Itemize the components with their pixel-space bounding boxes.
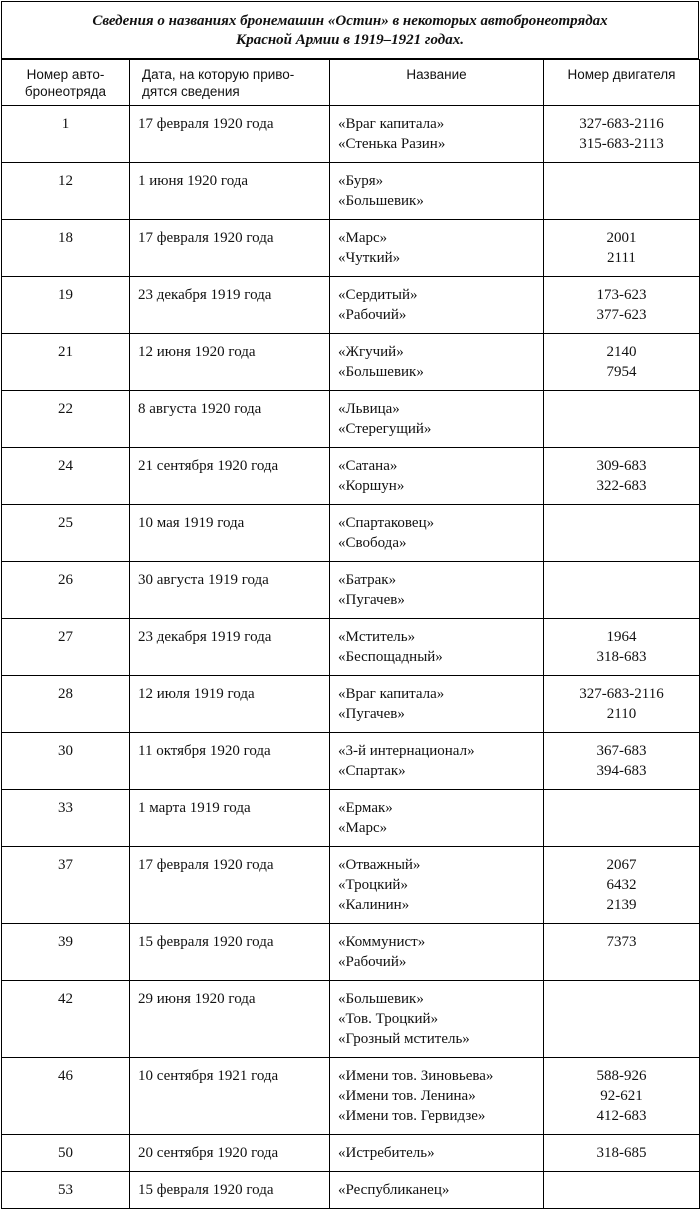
- date-cell: 30 августа 1919 года: [130, 562, 330, 619]
- engine-number: 2001: [606, 230, 637, 246]
- header-engine-number: Номер двигателя: [544, 60, 700, 106]
- vehicle-name: «Стенька Разин»: [338, 136, 446, 152]
- vehicle-name: «Большевик»: [338, 193, 424, 209]
- armored-cars-table: [1, 59, 700, 1209]
- date-cell: 8 августа 1920 года: [130, 391, 330, 448]
- vehicle-names-cell: [330, 981, 544, 1058]
- vehicle-names-cell: [330, 277, 544, 334]
- engine-numbers-cell: [544, 277, 700, 334]
- unit-number-cell: 19: [2, 277, 130, 334]
- vehicle-names-cell: [330, 619, 544, 676]
- date-cell: 1 марта 1919 года: [130, 790, 330, 847]
- engine-number: 322-683: [596, 478, 647, 494]
- engine-number: 588-926: [596, 1068, 647, 1084]
- date-cell: 12 июля 1919 года: [130, 676, 330, 733]
- engine-numbers-cell: [544, 1058, 700, 1135]
- header-date: Дата, на которую приво- дятся сведения: [130, 60, 330, 106]
- vehicle-name: «Коммунист»: [338, 934, 426, 950]
- engine-number: 2067: [606, 857, 637, 873]
- vehicle-name: «Спартаковец»: [338, 515, 435, 531]
- table-row: [2, 277, 700, 334]
- date-cell: 17 февраля 1920 года: [130, 106, 330, 163]
- vehicle-names-cell: [330, 448, 544, 505]
- engine-number: 315-683-2113: [579, 136, 664, 152]
- vehicle-names-cell: [330, 220, 544, 277]
- unit-number-cell: 26: [2, 562, 130, 619]
- table-row: [2, 924, 700, 981]
- date-cell: 23 декабря 1919 года: [130, 619, 330, 676]
- engine-number: 2111: [607, 250, 636, 266]
- engine-numbers-cell: [544, 334, 700, 391]
- vehicle-name: «Львица»: [338, 401, 400, 417]
- vehicle-name: «Марс»: [338, 230, 388, 246]
- vehicle-names-cell: [330, 163, 544, 220]
- table-row: [2, 562, 700, 619]
- engine-number: 367-683: [596, 743, 647, 759]
- table-row: [2, 1172, 700, 1209]
- unit-number-cell: 28: [2, 676, 130, 733]
- vehicle-name: «Троцкий»: [338, 877, 408, 893]
- vehicle-name: «Пугачев»: [338, 592, 405, 608]
- header-unit-number: Номер авто- бронеотряда: [2, 60, 130, 106]
- vehicle-names-cell: [330, 106, 544, 163]
- vehicle-name: «Грозный мститель»: [338, 1031, 470, 1047]
- table-row: [2, 448, 700, 505]
- engine-number: 1964: [606, 629, 637, 645]
- engine-numbers-cell: [544, 924, 700, 981]
- vehicle-name: «Враг капитала»: [338, 686, 445, 702]
- engine-numbers-cell: [544, 847, 700, 924]
- engine-number: 92-621: [600, 1088, 643, 1104]
- unit-number-cell: 33: [2, 790, 130, 847]
- date-cell: 15 февраля 1920 года: [130, 924, 330, 981]
- vehicle-name: «Сатана»: [338, 458, 398, 474]
- engine-numbers-cell: [544, 505, 700, 562]
- vehicle-name: «Имени тов. Ленина»: [338, 1088, 476, 1104]
- engine-number: 173-623: [596, 287, 647, 303]
- engine-numbers-cell: [544, 790, 700, 847]
- vehicle-names-cell: [330, 790, 544, 847]
- engine-number: 318-683: [596, 649, 647, 665]
- vehicle-name: «Марс»: [338, 820, 388, 836]
- engine-numbers-cell: [544, 676, 700, 733]
- vehicle-names-cell: [330, 334, 544, 391]
- unit-number-cell: 42: [2, 981, 130, 1058]
- vehicle-name: «Коршун»: [338, 478, 405, 494]
- unit-number-cell: 50: [2, 1135, 130, 1172]
- vehicle-name: «Истребитель»: [338, 1145, 435, 1161]
- vehicle-name: «Мститель»: [338, 629, 416, 645]
- vehicle-names-cell: [330, 924, 544, 981]
- table-row: [2, 619, 700, 676]
- engine-number: 309-683: [596, 458, 647, 474]
- date-cell: 20 сентября 1920 года: [130, 1135, 330, 1172]
- engine-numbers-cell: [544, 163, 700, 220]
- unit-number-cell: 39: [2, 924, 130, 981]
- vehicle-name: «Свобода»: [338, 535, 407, 551]
- engine-number: 2140: [606, 344, 637, 360]
- vehicle-name: «Большевик»: [338, 991, 424, 1007]
- vehicle-name: «Чуткий»: [338, 250, 401, 266]
- vehicle-names-cell: [330, 676, 544, 733]
- engine-numbers-cell: [544, 733, 700, 790]
- vehicle-name: «Рабочий»: [338, 307, 407, 323]
- table-row: [2, 981, 700, 1058]
- vehicle-name: «Республиканец»: [338, 1182, 450, 1198]
- unit-number-cell: 12: [2, 163, 130, 220]
- vehicle-names-cell: [330, 847, 544, 924]
- date-cell: 12 июня 1920 года: [130, 334, 330, 391]
- table-row: [2, 1135, 700, 1172]
- date-cell: 11 октября 1920 года: [130, 733, 330, 790]
- vehicle-name: «Имени тов. Гервидзе»: [338, 1108, 486, 1124]
- vehicle-name: «Рабочий»: [338, 954, 407, 970]
- vehicle-names-cell: [330, 733, 544, 790]
- vehicle-name: «Тов. Троцкий»: [338, 1011, 439, 1027]
- unit-number-cell: 27: [2, 619, 130, 676]
- header-name: Название: [330, 60, 544, 106]
- engine-numbers-cell: [544, 1172, 700, 1209]
- vehicle-name: «Сердитый»: [338, 287, 418, 303]
- engine-number: 7373: [606, 934, 637, 950]
- vehicle-name: «Большевик»: [338, 364, 424, 380]
- vehicle-names-cell: [330, 391, 544, 448]
- vehicle-names-cell: [330, 505, 544, 562]
- date-cell: 23 декабря 1919 года: [130, 277, 330, 334]
- table-row: [2, 334, 700, 391]
- table-row: [2, 847, 700, 924]
- vehicle-name: «Ермак»: [338, 800, 393, 816]
- engine-number: 2139: [606, 897, 637, 913]
- engine-numbers-cell: [544, 619, 700, 676]
- vehicle-names-cell: [330, 1172, 544, 1209]
- engine-numbers-cell: [544, 1135, 700, 1172]
- vehicle-name: «Стерегущий»: [338, 421, 432, 437]
- unit-number-cell: 1: [2, 106, 130, 163]
- vehicle-name: «Жгучий»: [338, 344, 404, 360]
- vehicle-name: «Батрак»: [338, 572, 397, 588]
- date-cell: 21 сентября 1920 года: [130, 448, 330, 505]
- table-body: [2, 106, 700, 1209]
- engine-number: 6432: [606, 877, 637, 893]
- vehicle-names-cell: [330, 1058, 544, 1135]
- table-row: [2, 391, 700, 448]
- engine-number: 377-623: [596, 307, 647, 323]
- table-row: [2, 676, 700, 733]
- engine-number: 327-683-2116: [579, 116, 664, 132]
- table-row: [2, 163, 700, 220]
- unit-number-cell: 22: [2, 391, 130, 448]
- engine-number: 412-683: [596, 1108, 647, 1124]
- unit-number-cell: 30: [2, 733, 130, 790]
- unit-number-cell: 21: [2, 334, 130, 391]
- table-title-line-1: Сведения о названиях бронемашин «Остин» в некоторых автобронеотрядах: [92, 13, 608, 29]
- engine-number: 394-683: [596, 763, 647, 779]
- vehicle-name: «Беспощадный»: [338, 649, 443, 665]
- engine-numbers-cell: [544, 448, 700, 505]
- engine-numbers-cell: [544, 562, 700, 619]
- date-cell: 10 сентября 1921 года: [130, 1058, 330, 1135]
- table-row: [2, 1058, 700, 1135]
- engine-numbers-cell: [544, 981, 700, 1058]
- vehicle-names-cell: [330, 1135, 544, 1172]
- table-row: [2, 790, 700, 847]
- date-cell: 17 февраля 1920 года: [130, 847, 330, 924]
- engine-number: 318-685: [596, 1145, 647, 1161]
- vehicle-names-cell: [330, 562, 544, 619]
- engine-number: 2110: [606, 706, 637, 722]
- unit-number-cell: 37: [2, 847, 130, 924]
- table-title: [1, 1, 699, 59]
- unit-number-cell: 46: [2, 1058, 130, 1135]
- unit-number-cell: 53: [2, 1172, 130, 1209]
- date-cell: 10 мая 1919 года: [130, 505, 330, 562]
- engine-numbers-cell: [544, 391, 700, 448]
- table-row: [2, 505, 700, 562]
- engine-number: 327-683-2116: [579, 686, 664, 702]
- table-title-line-2: Красной Армии в 1919–1921 годах.: [236, 32, 464, 48]
- vehicle-name: «Отважный»: [338, 857, 421, 873]
- vehicle-name: «3-й интернационал»: [338, 743, 475, 759]
- table-row: [2, 106, 700, 163]
- vehicle-name: «Буря»: [338, 173, 384, 189]
- date-cell: 1 июня 1920 года: [130, 163, 330, 220]
- unit-number-cell: 18: [2, 220, 130, 277]
- date-cell: 29 июня 1920 года: [130, 981, 330, 1058]
- table-header-row: [2, 60, 700, 106]
- vehicle-name: «Имени тов. Зиновьева»: [338, 1068, 494, 1084]
- vehicle-name: «Враг капитала»: [338, 116, 445, 132]
- engine-number: 7954: [606, 364, 637, 380]
- engine-numbers-cell: [544, 220, 700, 277]
- document-page: [1, 1, 699, 1209]
- table-row: [2, 220, 700, 277]
- vehicle-name: «Калинин»: [338, 897, 410, 913]
- engine-numbers-cell: [544, 106, 700, 163]
- vehicle-name: «Спартак»: [338, 763, 406, 779]
- unit-number-cell: 24: [2, 448, 130, 505]
- table-row: [2, 733, 700, 790]
- unit-number-cell: 25: [2, 505, 130, 562]
- date-cell: 15 февраля 1920 года: [130, 1172, 330, 1209]
- vehicle-name: «Пугачев»: [338, 706, 405, 722]
- date-cell: 17 февраля 1920 года: [130, 220, 330, 277]
